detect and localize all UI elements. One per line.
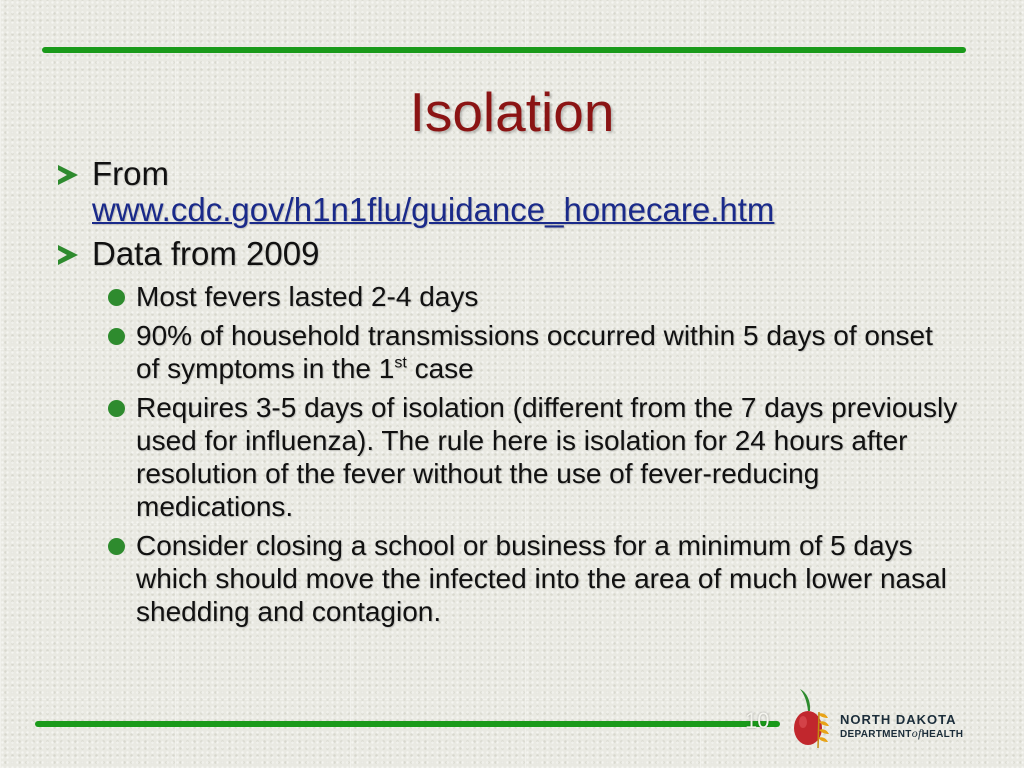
apple-wheat-icon	[786, 686, 840, 756]
sub-bullet-closing	[104, 529, 962, 628]
superscript-st: st	[394, 354, 407, 372]
slide-body	[52, 156, 962, 634]
arrow-bullet-icon	[58, 165, 78, 185]
bullet-data-2009	[52, 236, 962, 272]
logo-line2	[840, 727, 963, 741]
sub-bullet-list	[104, 280, 962, 628]
logo-wordmark	[840, 712, 963, 741]
arrow-bullet-icon	[58, 245, 78, 265]
top-divider	[42, 47, 966, 53]
sub-bullet-fevers	[104, 280, 962, 313]
bullet-data-2009-label: Data from 2009	[92, 235, 320, 272]
cdc-guidance-link[interactable]: www.cdc.gov/h1n1flu/guidance_homecare.htm	[92, 191, 775, 228]
sub-bullet-text-post: case	[406, 353, 474, 384]
dot-bullet-icon	[108, 289, 125, 306]
logo-of: of	[911, 726, 922, 740]
sub-bullet-text-pre: 90% of household transmissions occurred within 5 days of onset of symptoms in the 1	[136, 320, 933, 384]
logo-department: DEPARTMENT	[840, 729, 912, 740]
bullet-from-label: From	[92, 155, 169, 192]
dot-bullet-icon	[108, 538, 125, 555]
bottom-divider	[35, 721, 780, 727]
nd-health-logo	[786, 686, 996, 756]
bullet-from	[52, 156, 962, 228]
dot-bullet-icon	[108, 328, 125, 345]
sub-bullet-transmissions	[104, 319, 962, 385]
dot-bullet-icon	[108, 400, 125, 417]
slide-title: Isolation	[409, 81, 615, 143]
sub-bullet-text: Requires 3-5 days of isolation (different from the 7 days previously used for influenza). The rule here is isolation for 24 hours after resolution of the fever without the use of fever-reducing medications.	[136, 392, 958, 522]
page-number: 10	[745, 708, 770, 733]
logo-line1: NORTH DAKOTA	[840, 712, 957, 727]
logo-health: HEALTH	[921, 729, 964, 740]
sub-bullet-text: Consider closing a school or business for a minimum of 5 days which should move the infected into the area of much lower nasal shedding and contagion.	[136, 530, 947, 627]
sub-bullet-isolation-days	[104, 391, 962, 523]
sub-bullet-text: Most fevers lasted 2-4 days	[136, 281, 479, 312]
